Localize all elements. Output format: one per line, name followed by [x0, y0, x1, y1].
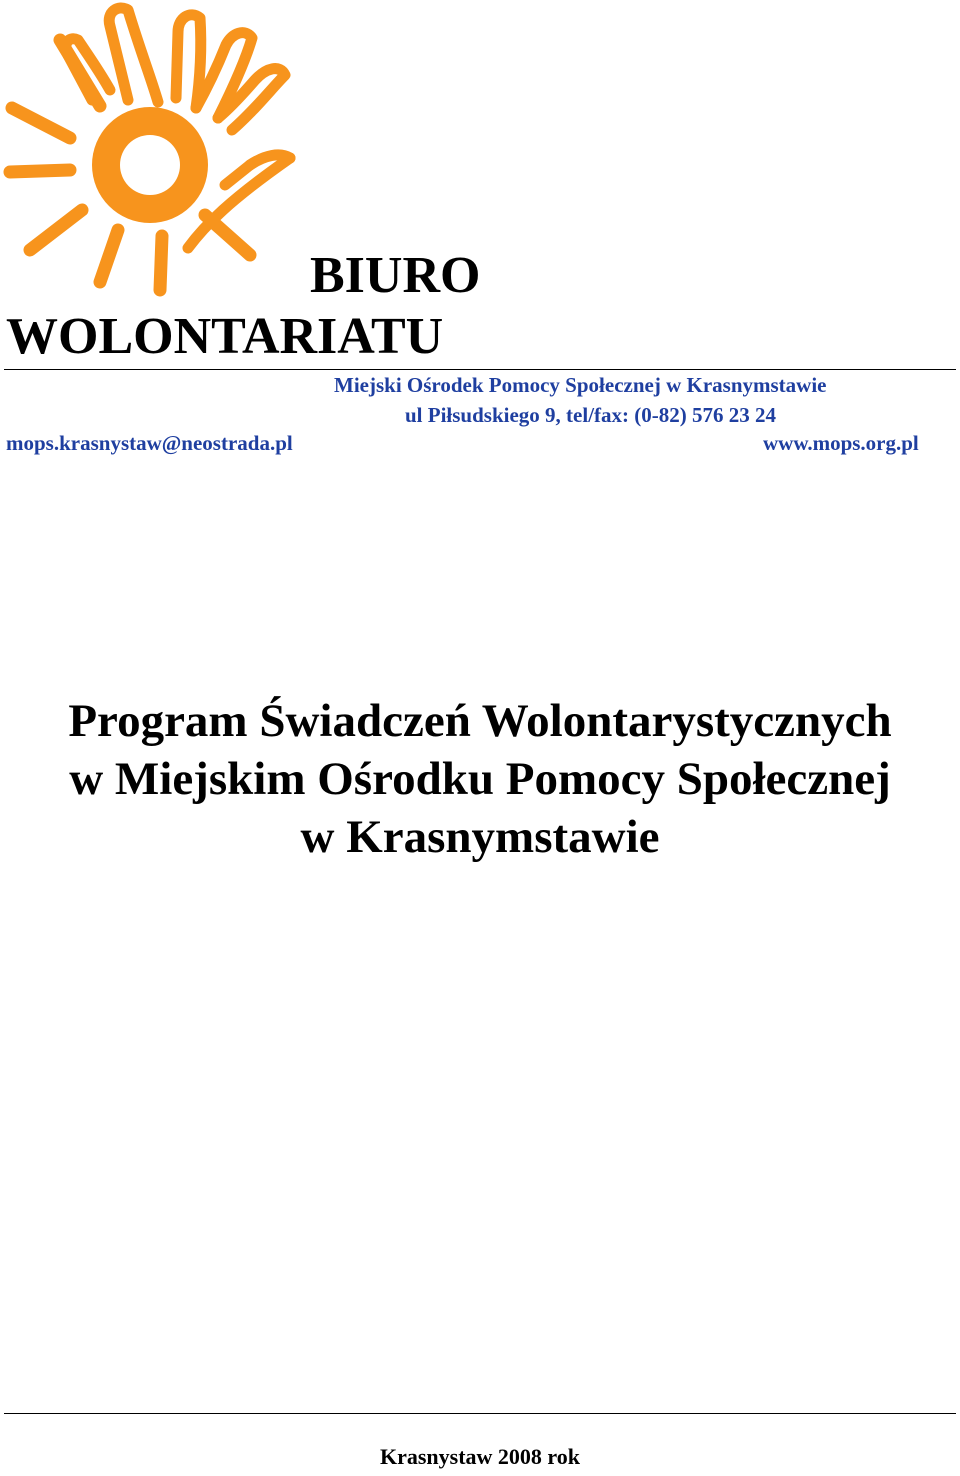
program-title	[0, 692, 960, 866]
footer-divider	[4, 1413, 956, 1414]
program-title-line2: w Miejskim Ośrodku Pomocy Społecznej	[69, 753, 891, 805]
contact-address: ul Piłsudskiego 9, tel/fax: (0-82) 576 23 24	[405, 403, 776, 427]
website-link[interactable]: www.mops.org.pl	[763, 431, 919, 455]
hand-sun-logo-icon	[0, 0, 300, 300]
program-title-line3: w Krasnymstawie	[300, 811, 660, 863]
email-link[interactable]: mops.krasnystaw@neostrada.pl	[6, 431, 293, 455]
institution-name: Miejski Ośrodek Pomocy Społecznej w Krasnymstawie	[334, 373, 827, 397]
footer-place-date: Krasnystaw 2008 rok	[379, 1444, 581, 1469]
program-title-line1: Program Świadczeń Wolontarystycznych	[68, 695, 892, 747]
office-title-line1: BIURO	[310, 247, 481, 304]
header-divider	[4, 369, 956, 370]
office-title-line2: WOLONTARIATU	[6, 308, 444, 365]
